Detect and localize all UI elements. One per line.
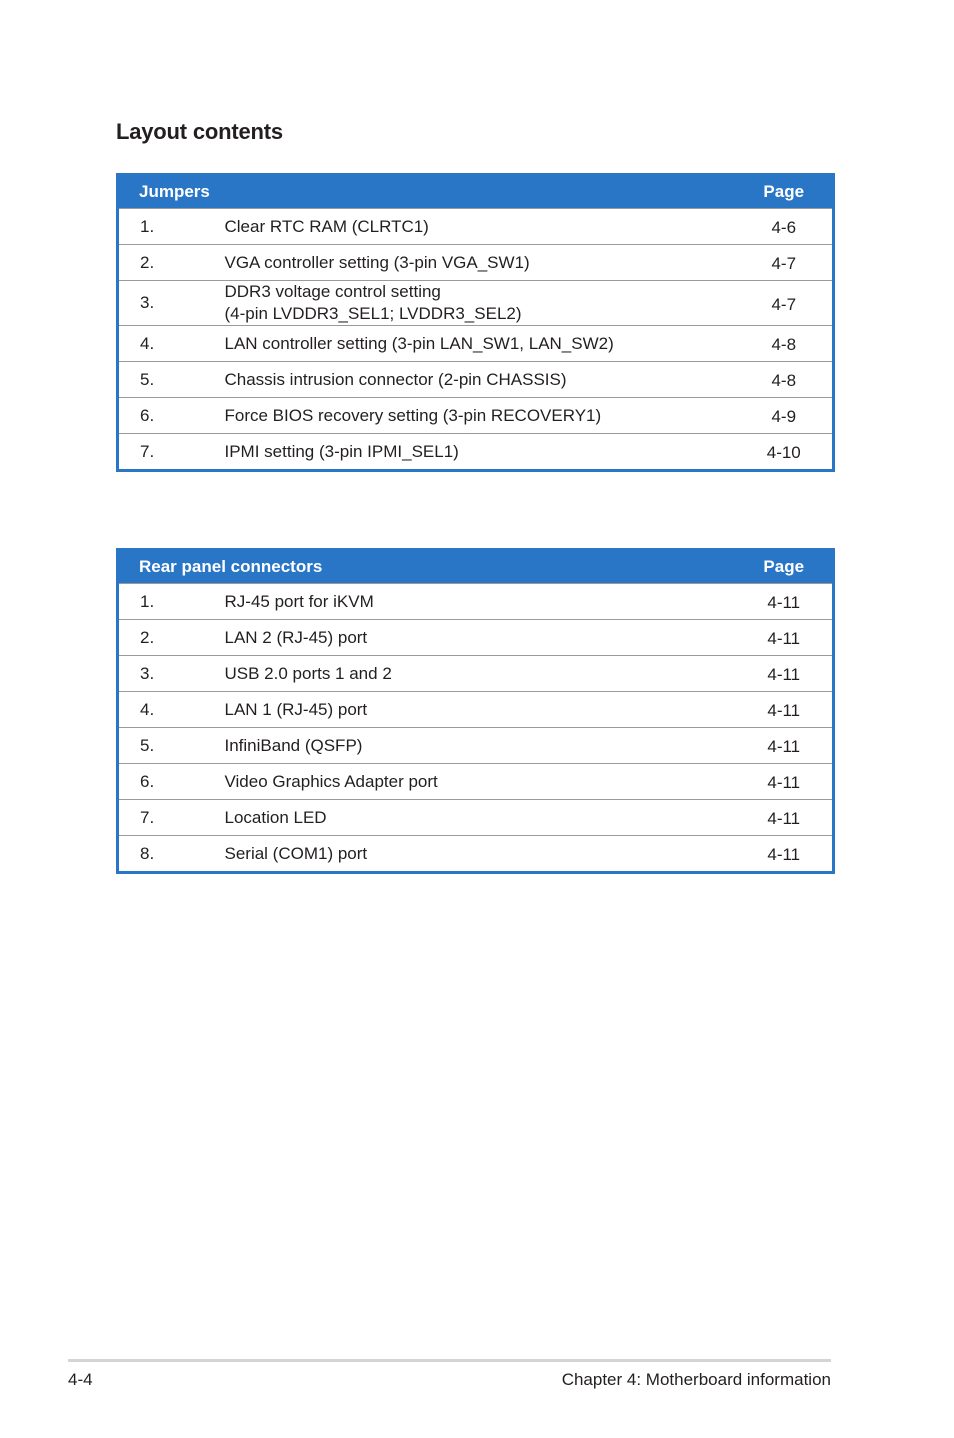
row-description: Clear RTC RAM (CLRTC1) <box>225 209 736 245</box>
row-description: Video Graphics Adapter port <box>225 764 736 800</box>
table-row <box>118 728 834 764</box>
row-description: USB 2.0 ports 1 and 2 <box>225 656 736 692</box>
row-page: 4-11 <box>736 728 834 764</box>
jumpers-table <box>116 173 835 472</box>
row-description-line-1: DDR3 voltage control setting <box>224 282 441 301</box>
row-description: LAN 2 (RJ-45) port <box>225 620 736 656</box>
table-row <box>118 398 834 434</box>
row-number: 6. <box>118 764 225 800</box>
row-page: 4-11 <box>736 656 834 692</box>
row-description: Chassis intrusion connector (2-pin CHASSIS) <box>225 362 736 398</box>
row-description-line-2: (4-pin LVDDR3_SEL1; LVDDR3_SEL2) <box>224 304 522 323</box>
row-number: 5. <box>118 362 225 398</box>
row-number: 7. <box>118 434 225 471</box>
table-row <box>118 656 834 692</box>
row-number: 1. <box>118 209 225 245</box>
row-number: 4. <box>118 692 225 728</box>
row-number: 3. <box>118 281 225 326</box>
row-page: 4-11 <box>736 584 834 620</box>
table-row <box>118 692 834 728</box>
jumpers-header: Jumpers <box>118 175 736 209</box>
row-description: Serial (COM1) port <box>225 836 736 873</box>
row-description: IPMI setting (3-pin IPMI_SEL1) <box>225 434 736 471</box>
row-number: 3. <box>118 656 225 692</box>
rear-panel-table <box>116 548 835 874</box>
row-number: 1. <box>118 584 225 620</box>
table-row <box>118 281 834 326</box>
row-page: 4-11 <box>736 800 834 836</box>
row-page: 4-6 <box>736 209 834 245</box>
rear-panel-page-header: Page <box>736 550 834 584</box>
table-row <box>118 209 834 245</box>
jumpers-page-header: Page <box>736 175 834 209</box>
row-description: InfiniBand (QSFP) <box>225 728 736 764</box>
row-description: RJ-45 port for iKVM <box>225 584 736 620</box>
table-row <box>118 764 834 800</box>
row-page: 4-8 <box>736 326 834 362</box>
row-description: Location LED <box>225 800 736 836</box>
table-row <box>118 800 834 836</box>
table-row <box>118 584 834 620</box>
row-page: 4-11 <box>736 620 834 656</box>
table-row <box>118 362 834 398</box>
row-description: LAN controller setting (3-pin LAN_SW1, LAN_SW2) <box>225 326 736 362</box>
row-description <box>225 281 736 326</box>
row-number: 6. <box>118 398 225 434</box>
jumpers-header-row <box>118 175 834 209</box>
table-row <box>118 326 834 362</box>
page-title: Layout contents <box>116 119 283 144</box>
footer-page-number: 4-4 <box>68 1370 93 1389</box>
row-number: 5. <box>118 728 225 764</box>
row-page: 4-7 <box>736 245 834 281</box>
row-page: 4-8 <box>736 362 834 398</box>
row-page: 4-7 <box>736 281 834 326</box>
row-number: 2. <box>118 245 225 281</box>
row-page: 4-11 <box>736 836 834 873</box>
rear-panel-header: Rear panel connectors <box>118 550 736 584</box>
footer-chapter: Chapter 4: Motherboard information <box>561 1370 831 1389</box>
row-description: LAN 1 (RJ-45) port <box>225 692 736 728</box>
table-row <box>118 434 834 471</box>
row-page: 4-10 <box>736 434 834 471</box>
row-number: 4. <box>118 326 225 362</box>
row-page: 4-9 <box>736 398 834 434</box>
rear-panel-header-row <box>118 550 834 584</box>
row-number: 2. <box>118 620 225 656</box>
row-page: 4-11 <box>736 764 834 800</box>
table-row <box>118 245 834 281</box>
row-description: Force BIOS recovery setting (3-pin RECOVERY1) <box>225 398 736 434</box>
table-row <box>118 836 834 873</box>
table-row <box>118 620 834 656</box>
footer-divider <box>68 1359 831 1362</box>
row-number: 7. <box>118 800 225 836</box>
row-number: 8. <box>118 836 225 873</box>
row-page: 4-11 <box>736 692 834 728</box>
row-description: VGA controller setting (3-pin VGA_SW1) <box>225 245 736 281</box>
